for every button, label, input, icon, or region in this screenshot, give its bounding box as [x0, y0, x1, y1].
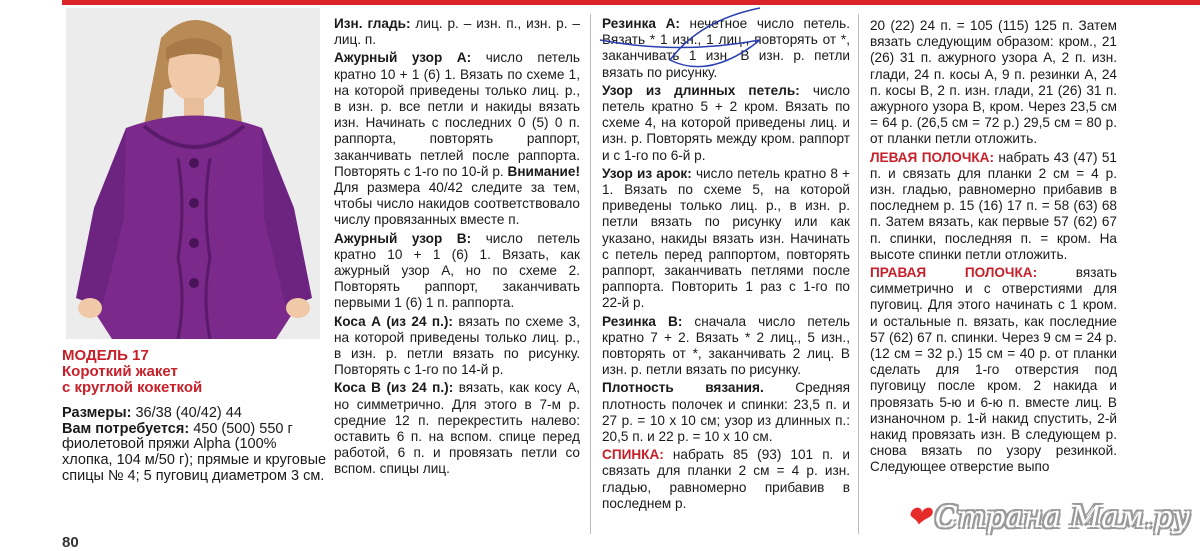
model-number: МОДЕЛЬ 17: [62, 347, 149, 364]
sizes-line: [62, 406, 327, 422]
page-number: 80: [62, 534, 79, 551]
section-text: Средняя плотность полочек и спинки: 23,5 п. и 27 р. = 10 х 10 см; узор из длинных п.: 20,5 п. и 22 р. = 10 х 10 см.: [602, 380, 850, 445]
section-text: набрать 85 (93) 101 п. и связать для планки 2 см = 4 р. изн. гладью, равномерно прибавив в последнем р.: [602, 447, 851, 511]
site-watermark-logo: [880, 495, 1190, 539]
logo-text: Страна Мам.ру: [934, 499, 1190, 535]
section-title-red: ЛЕВАЯ ПОЛОЧКА:: [870, 149, 995, 165]
materials-line: [62, 422, 327, 485]
section-text: сначала число петель кратно 7 + 2. Вязать * 2 лиц., 5 изн., повторять от *, заканчивать 2 лиц. В изн. р. петли вязать по рисунку.: [602, 313, 850, 378]
model-name-line-2: с круглой кокеткой: [62, 378, 203, 396]
section-title: Коса А (из 24 п.):: [334, 313, 453, 329]
section-title-red: СПИНКА:: [602, 447, 664, 463]
section-title: Коса В (из 24 п.):: [334, 380, 454, 396]
paragraph: [602, 447, 850, 512]
section-title: Резинка В:: [602, 313, 683, 329]
section-text: вязать, как косу А, но симметрично. Для этого в 7-м р. средние 12 п. перекрестить налево: оставить 6 п. на вспом. спице перед работой, 6 п. и провязать петли со вспом. спицы лиц.: [334, 380, 581, 477]
paragraph: [334, 314, 580, 379]
paragraph: [602, 16, 850, 81]
paragraph: [602, 314, 850, 379]
text-column-3: [870, 18, 1117, 478]
text-column-1: [334, 16, 580, 480]
paragraph: [870, 18, 1117, 148]
section-text: вязать по схеме 3, на которой приведены только лиц. р., в изн. р. петли вязать по рисунку. Повторять с 1-го по 14-й р.: [334, 313, 581, 378]
paragraph: [334, 380, 580, 477]
paragraph: [334, 50, 580, 228]
section-title: Ажурный узор В:: [334, 230, 472, 246]
section-title: Резинка А:: [602, 16, 680, 31]
section-title: Ажурный узор А:: [334, 50, 472, 66]
section-text: лиц. р. – изн. п., изн. р. – лиц. п.: [334, 16, 580, 48]
column-divider: [590, 14, 591, 534]
model-photo: [66, 8, 320, 339]
paragraph: [334, 231, 580, 312]
section-text: число петель кратно 5 + 2 кром. Вязать по схеме 4, на которой приведены лиц. и изн. р. Повторять между кром. раппорт и с 1-го по 6-й р.: [602, 82, 850, 163]
section-text: число петель кратно 10 + 1 (6) 1. Вязать, как ажурный узор А, но по схеме 2. Повторять раппорт, заканчивать первыми 1 (6) 1 п. раппорта.: [334, 230, 581, 311]
section-title-red: ПРАВАЯ ПОЛОЧКА:: [870, 265, 1038, 281]
paragraph: [870, 150, 1117, 263]
section-text: число петель кратно 10 + 1 (6) 1. Вязать по схеме 1, на которой приведены только лиц. р., в изн. р. все петли и накиды вязать изн. Начинать с последних 0 (5) 0 п. раппорта, повторять раппорт, заканчивать петлей после раппорта. Повторять с 1-го по 10-й р.: [334, 50, 581, 179]
materials-value: 450 (500) 550 г фиолетовой пряжи Alpha (100% хлопка, 104 м/50 г); прямые и круговые спицы № 4; 5 пуговиц диаметром 3 см.: [62, 420, 327, 484]
model-info: [62, 348, 327, 485]
paragraph: [870, 265, 1117, 476]
paragraph: [602, 380, 850, 445]
section-text: 20 (22) 24 п. = 105 (115) 125 п. Затем вязать следующим образом: кром., 21 (26) 31 п. ажурного узора А, 2 п. изн. глади, 24 п. косы А, 9 п. резинки А, 24 п. косы В, 2 п. изн. глади, 21 (26) 31 п. ажурного узора В, кром. Через 23,5 см = 64 р. (26,5 см = 72 р.) 29,5 см = 80 р. от планки петли отложить.: [870, 18, 1117, 147]
top-red-rule: [62, 0, 1200, 5]
text-column-2: [602, 16, 850, 514]
sizes-label: Размеры:: [62, 404, 132, 421]
column-divider: [858, 14, 859, 534]
sizes-value: 36/38 (40/42) 44: [135, 404, 242, 421]
section-text: вязать симметрично и с отверстиями для пуговиц. Для этого начинать с 1 кром. и остальные п. вязать, как последние 57 (62) 67 п. спинки. Через 9 см = 24 р. (12 см = 32 р.) 15 см = 40 р. от планки сделать для 1-го отверстия под пуговицу после кром. 2 накида и провязать 5-ю и 6-ю п. вместе лиц. В изнаночном р. 1-й накид спустить, 2-й накид провязать изн. В следующем р. снова вязать по узору резинкой. Следующее отверстие выпо: [870, 265, 1117, 475]
section-text: Для размера 40/42 следите за тем, чтобы число накидов соответствовало числу провязанных вместе п.: [334, 180, 580, 228]
section-text: набрать 43 (47) 51 п. и связать для планки 2 см = 4 р. изн. гладью, равномерно прибавив в последнем р. 15 (16) 17 п. = 58 (63) 68 п. Затем вязать, как первые 57 (62) 67 п. спинки, последняя п. = кром. На высоте спинки петли отложить.: [870, 149, 1117, 262]
materials-label: Вам потребуется:: [62, 420, 190, 437]
section-text: число петель кратно 8 + 1. Вязать по схеме 5, на которой приведены только лиц. р., в изн. р. петли вязать по рисунку или как указано, накиды вязать изн. Начинать с петель перед раппортом, повторять раппорт, заканчивать петлями после раппорта. Повторить 1 раз с 1-го по 22-й р.: [602, 165, 850, 311]
warning-label: Внимание!: [507, 163, 580, 179]
section-text: нечетное число петель. Вязать * 1 изн., 1 лиц., повторять от *, заканчивать 1 изн. В изн. р. петли вязать по рисунку.: [602, 16, 850, 80]
model-name-line-1: Короткий жакет: [62, 362, 178, 380]
section-title: Изн. гладь:: [334, 16, 411, 31]
heart-icon: ❤: [905, 499, 931, 535]
section-title: Узор из длинных петель:: [602, 82, 800, 98]
paragraph: [334, 16, 580, 48]
paragraph: [602, 166, 850, 312]
section-title: Узор из арок:: [602, 165, 692, 181]
paragraph: [602, 83, 850, 164]
section-title: Плотность вязания.: [602, 380, 764, 396]
